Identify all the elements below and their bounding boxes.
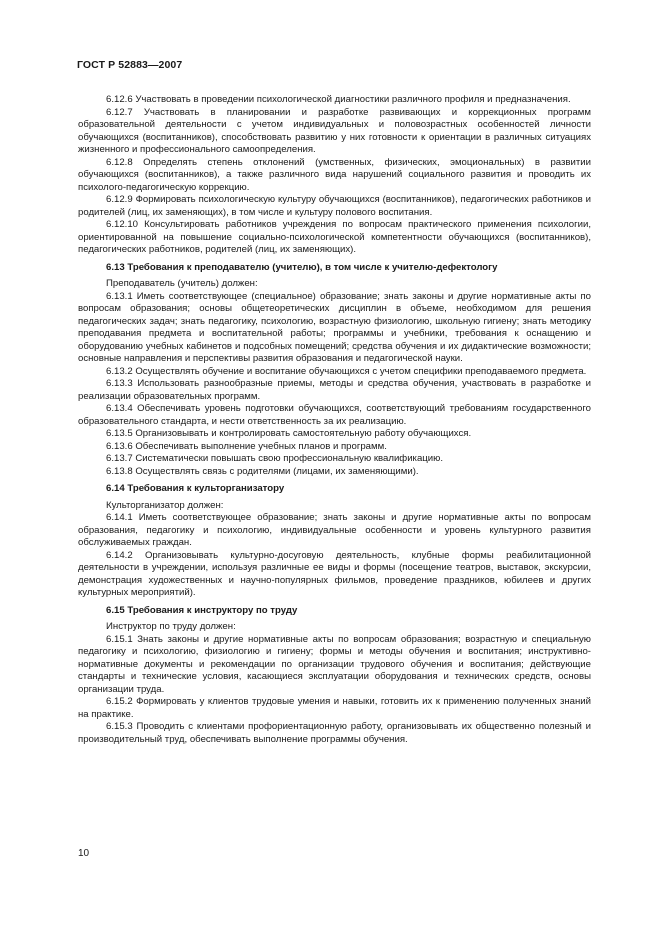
paragraph: 6.14.1 Иметь соответствующее образование; знать законы и другие нормативные акты по вопросам образования, педагогику и психологию, индивидуальные особенности и уровень культурного развития обслуживаемых граждан. (78, 512, 591, 548)
paragraph: 6.12.9 Формировать психологическую культуру обучающихся (воспитанников), педагогических работников и родителей (лиц, их заменяющих), в том числе и культуру полового воспитания. (78, 194, 591, 218)
document-code: ГОСТ Р 52883—2007 (77, 59, 183, 71)
paragraph: 6.13.7 Систематически повышать свою профессиональную квалификацию. (106, 453, 444, 464)
section-heading: 6.15 Требования к инструктору по труду (106, 604, 298, 616)
document-body (78, 94, 591, 746)
paragraph: 6.13.8 Осуществлять связь с родителями (лицами, их заменяющими). (106, 465, 419, 477)
paragraph: Культорганизатор должен: (106, 499, 224, 511)
paragraph: 6.13.1 Иметь соответствующее (специальное) образование; знать законы и другие нормативные акты по вопросам образования; основы общетеоретических дисциплин в объеме, необходимом для решения педагогических задач; знать педагогику, психологию, возрастную физиологию, школьную гигиену; знать методику преподавания предмета и воспитательной работы; программы и учебники, требования к оснащению и оборудованию учебных кабинетов и подсобных помещений; средства обучения и их дидактические возможности; основные направления и перспективы развития образования и педагогической науки. (78, 290, 591, 364)
paragraph: 6.15.1 Знать законы и другие нормативные акты по вопросам образования; возрастную и специальную педагогику и психологию, физиологию и гигиену; формы и методы обучения и воспитания; инструктивно-нормативные документы и рекомендации по организации трудового обучения и воспитания; действующие стандарты и технические условия, касающиеся эксплуатации оборудования и технических средств, основы организации труда. (78, 633, 591, 695)
page-number: 10 (78, 848, 90, 859)
paragraph: 6.12.7 Участвовать в планировании и разработке развивающих и коррекционных программ образовательной деятельности с учетом индивидуальных и половозрастных особенностей личности обучающихся (воспитанников), способствовать развитию у них готовности к ориентации в различных ситуациях жизненного и профессионального самоопределения. (78, 106, 591, 155)
paragraph: 6.13.4 Обеспечивать уровень подготовки обучающихся, соответствующий требованиям государственного образовательного стандарта, и нести ответственность за их реализацию. (78, 403, 591, 427)
paragraph: Преподаватель (учитель) должен: (106, 278, 258, 289)
paragraph: 6.13.2 Осуществлять обучение и воспитание обучающихся с учетом специфики преподаваемого предмета. (106, 365, 587, 377)
paragraph: 6.12.6 Участвовать в проведении психологической диагностики различного профиля и предназначения. (106, 94, 571, 105)
paragraph: 6.13.6 Обеспечивать выполнение учебных планов и программ. (106, 440, 387, 452)
paragraph: 6.14.2 Организовывать культурно-досуговую деятельность, клубные формы реабилитационной деятельности в учреждении, используя различные ее виды и формы (посещение театров, выставок, экскурсии, демонстрация художественных и научно-популярных фильмов, проведение праздников, юбилеев и других культурных мероприятий). (78, 549, 591, 598)
section-heading: 6.14 Требования к культорганизатору (106, 483, 285, 494)
paragraph: 6.12.8 Определять степень отклонений (умственных, физических, эмоциональных) в развитии обучающихся (воспитанников), а также различного вида нарушений социального развития и проводить их психолого-педагогическую коррекцию. (78, 156, 591, 193)
paragraph: 6.13.3 Использовать разнообразные приемы, методы и средства обучения, участвовать в разработке и реализации образовательных программ. (78, 378, 591, 402)
paragraph: Инструктор по труду должен: (106, 621, 236, 632)
paragraph: 6.15.2 Формировать у клиентов трудовые умения и навыки, готовить их к применению полученных знаний на практике. (78, 696, 591, 720)
paragraph: 6.12.10 Консультировать работников учреждения по вопросам практического применения психологии, ориентированной на повышение социально-психологической компетентности обучающихся (воспитанников), педагогических работников, родителей (лиц, их заменяющих). (78, 219, 591, 255)
paragraph: 6.13.5 Организовывать и контролировать самостоятельную работу обучающихся. (106, 428, 472, 439)
paragraph: 6.15.3 Проводить с клиентами профориентационную работу, организовывать их общественно полезный и производительный труд, обеспечивать выполнение программы обучения. (78, 721, 591, 745)
section-heading: 6.13 Требования к преподавателю (учителю), в том числе к учителю-дефектологу (106, 261, 498, 273)
